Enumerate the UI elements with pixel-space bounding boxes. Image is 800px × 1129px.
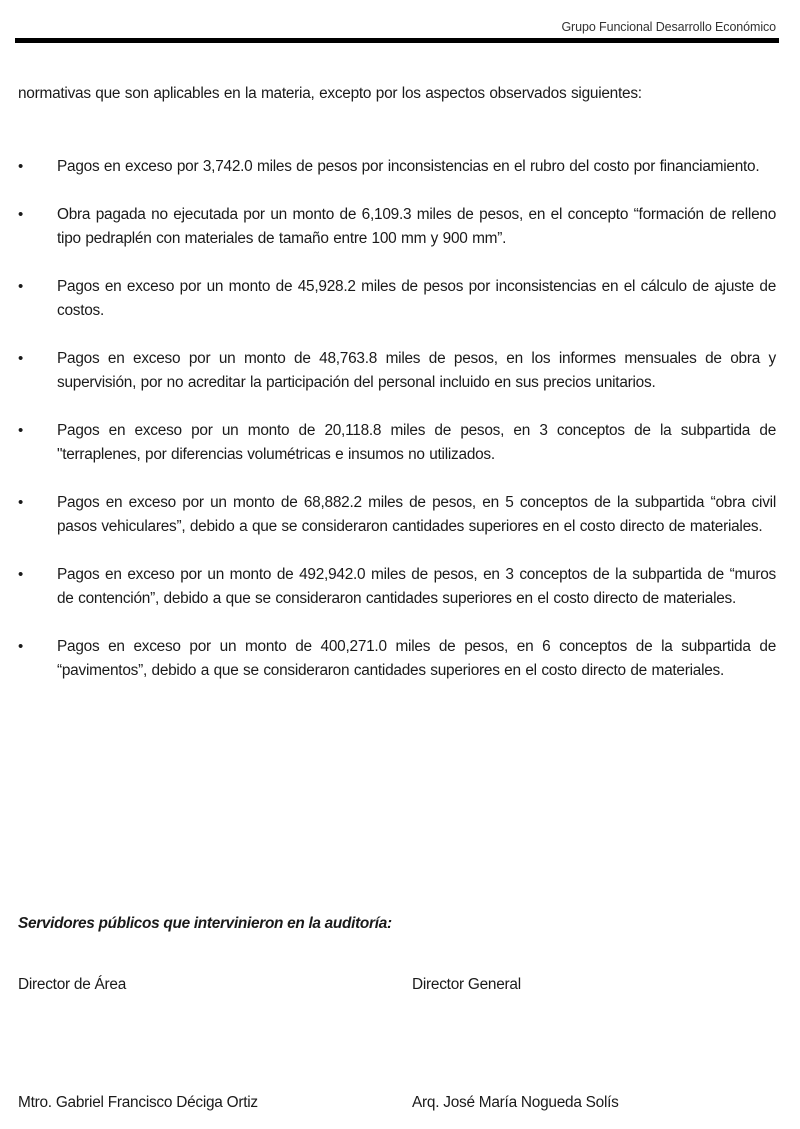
intro-paragraph: normativas que son aplicables en la materia, excepto por los aspectos observados siguientes:	[18, 85, 642, 102]
bullet-dot-icon: •	[18, 494, 24, 511]
running-header: Grupo Funcional Desarrollo Económico	[561, 20, 776, 34]
signatory-role-left: Director de Área	[18, 976, 127, 993]
finding-item	[18, 563, 776, 611]
finding-item	[18, 203, 776, 251]
finding-text: Pagos en exceso por un monto de 68,882.2 miles de pesos, en 5 conceptos de la subpartida “obra civil pasos vehiculares”, debido a que se consideraron cantidades superiores en el costo directo de materiales.	[57, 494, 776, 535]
signatory-name-left: Mtro. Gabriel Francisco Déciga Ortiz	[18, 1094, 258, 1111]
finding-text: Pagos en exceso por un monto de 20,118.8 miles de pesos, en 3 conceptos de la subpartida de "terraplenes, por diferencias volumétricas e insumos no utilizados.	[57, 422, 776, 463]
findings-list	[18, 155, 776, 707]
bullet-dot-icon: •	[18, 206, 24, 223]
finding-item	[18, 275, 776, 323]
finding-text: Pagos en exceso por un monto de 48,763.8 miles de pesos, en los informes mensuales de obra y supervisión, por no acreditar la participación del personal incluido en sus precios unitarios.	[57, 350, 776, 391]
bullet-dot-icon: •	[18, 278, 24, 295]
finding-text: Obra pagada no ejecutada por un monto de 6,109.3 miles de pesos, en el concepto “formación de relleno tipo pedraplén con materiales de tamaño entre 100 mm y 900 mm”.	[57, 206, 776, 247]
finding-text: Pagos en exceso por un monto de 45,928.2 miles de pesos por inconsistencias en el cálculo de ajuste de costos.	[57, 278, 776, 319]
bullet-dot-icon: •	[18, 638, 24, 655]
finding-item	[18, 635, 776, 683]
finding-text: Pagos en exceso por un monto de 400,271.0 miles de pesos, en 6 conceptos de la subpartida de “pavimentos”, debido a que se consideraron cantidades superiores en el costo directo de materiales.	[57, 638, 776, 679]
finding-text: Pagos en exceso por 3,742.0 miles de pesos por inconsistencias en el rubro del costo por financiamiento.	[57, 158, 760, 175]
signatory-name-right: Arq. José María Nogueda Solís	[412, 1094, 619, 1111]
finding-item	[18, 155, 776, 179]
bullet-dot-icon: •	[18, 158, 24, 175]
bullet-dot-icon: •	[18, 566, 24, 583]
header-divider	[15, 38, 779, 43]
signatory-role-right: Director General	[412, 976, 521, 993]
finding-item	[18, 347, 776, 395]
servants-section-title: Servidores públicos que intervinieron en la auditoría:	[18, 915, 392, 932]
finding-text: Pagos en exceso por un monto de 492,942.0 miles de pesos, en 3 conceptos de la subpartida de “muros de contención”, debido a que se consideraron cantidades superiores en el costo directo de materiales.	[57, 566, 776, 607]
finding-item	[18, 419, 776, 467]
bullet-dot-icon: •	[18, 422, 24, 439]
bullet-dot-icon: •	[18, 350, 24, 367]
finding-item	[18, 491, 776, 539]
